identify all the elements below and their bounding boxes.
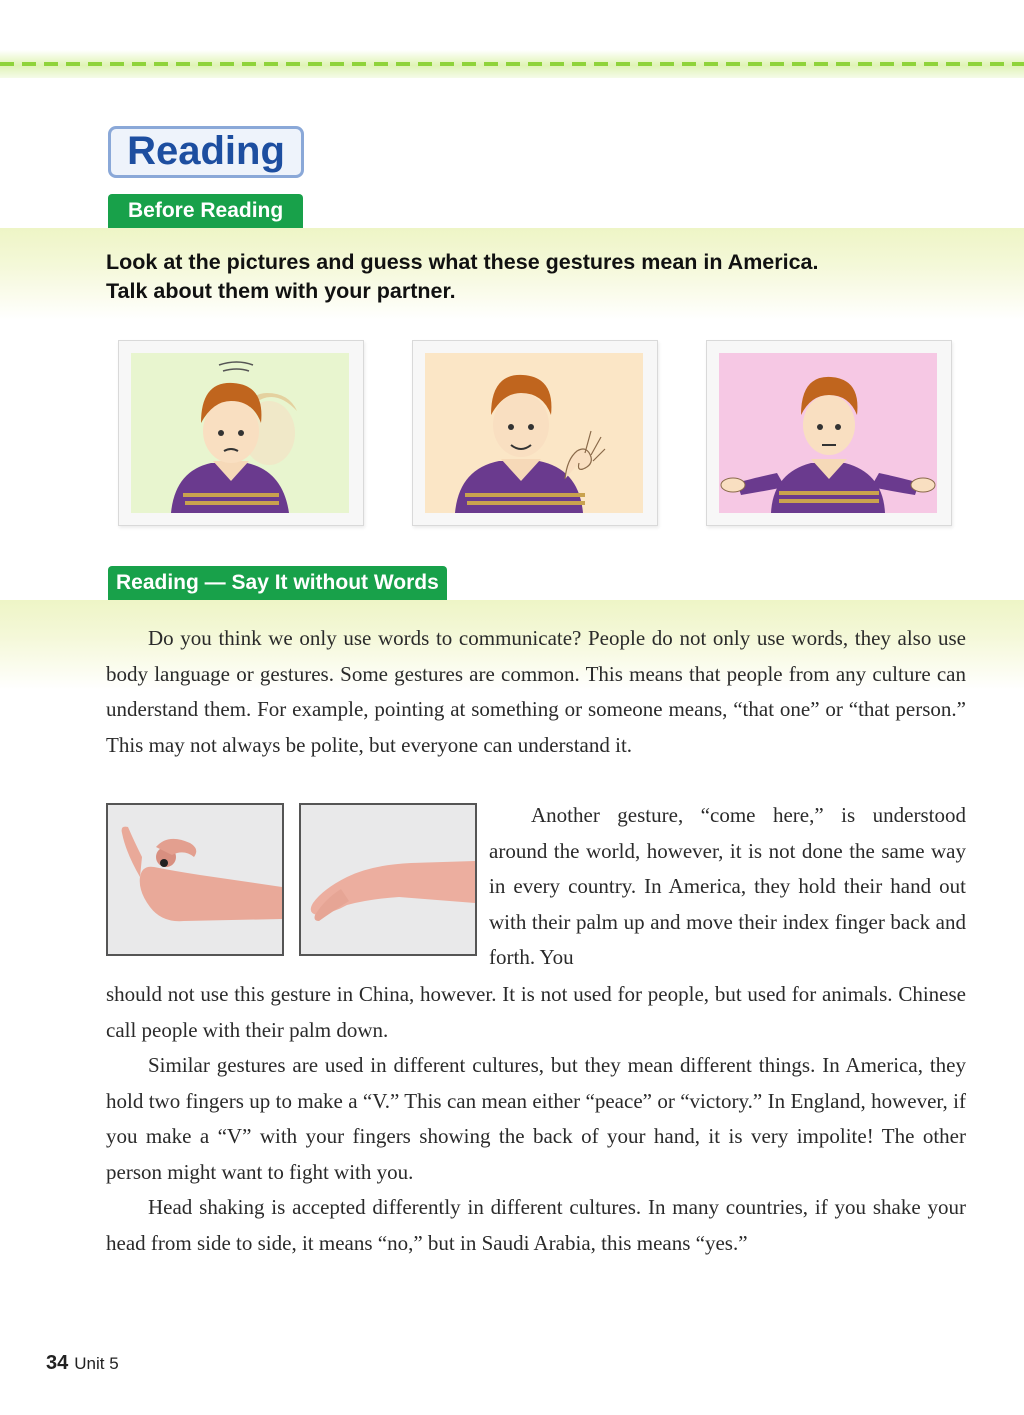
reading-tab: Reading — Say It without Words — [108, 566, 447, 600]
photo-come-here-palm-down — [299, 803, 477, 956]
dashed-divider — [0, 62, 1024, 66]
section-title: Reading — [108, 126, 304, 178]
photo-come-here-palm-up — [106, 803, 284, 956]
paragraph-3: Similar gestures are used in different cultures, but they mean different things. In America, they hold two fingers up to make a “V.” This can mean either “peace” or “victory.” In England, however, if you make a “V” with your fingers showing the back of your hand, it is very impolite! The other person might want to fight with you. — [106, 1053, 966, 1184]
paragraph-2-continued: should not use this gesture in China, however. It is not used for people, but used for animals. Chinese call people with their palm down. — [106, 982, 966, 1042]
top-decorative-band — [0, 50, 1024, 78]
boy-ok-sign-illustration — [425, 353, 643, 513]
paragraph-1: Do you think we only use words to communicate? People do not only use words, they also use body language or gestures. Some gestures are common. This means that people from any culture can understand them. For example, pointing at something or someone means, “that one” or “that person.” This may not always be polite, but everyone can understand it. — [106, 626, 966, 757]
gesture-picture-head-shake — [118, 340, 364, 526]
paragraph-4: Head shaking is accepted differently in different cultures. In many countries, if you shake your head from side to side, it means “no,” but in Saudi Arabia, this means “yes.” — [106, 1195, 966, 1255]
boy-shaking-head-illustration — [131, 353, 349, 513]
instruction-text — [106, 248, 986, 306]
instruction-line-2: Talk about them with your partner. — [106, 279, 456, 303]
unit-label: Unit 5 — [74, 1354, 119, 1373]
page-footer — [46, 1352, 119, 1375]
gesture-picture-shrug — [706, 340, 952, 526]
page-number: 34 — [46, 1352, 69, 1374]
gesture-picture-ok-sign — [412, 340, 658, 526]
hand-palm-down-photo — [301, 805, 475, 954]
before-reading-tab: Before Reading — [108, 194, 303, 228]
paragraph-2-wrapped: Another gesture, “come here,” is understood around the world, however, it is not done the same way in every country. In America, they hold their hand out with their palm up and move their index finger back and forth. You — [489, 803, 966, 969]
instruction-line-1: Look at the pictures and guess what these gestures mean in America. — [106, 250, 819, 274]
boy-shrugging-illustration — [719, 353, 937, 513]
hand-palm-up-photo — [108, 805, 282, 954]
